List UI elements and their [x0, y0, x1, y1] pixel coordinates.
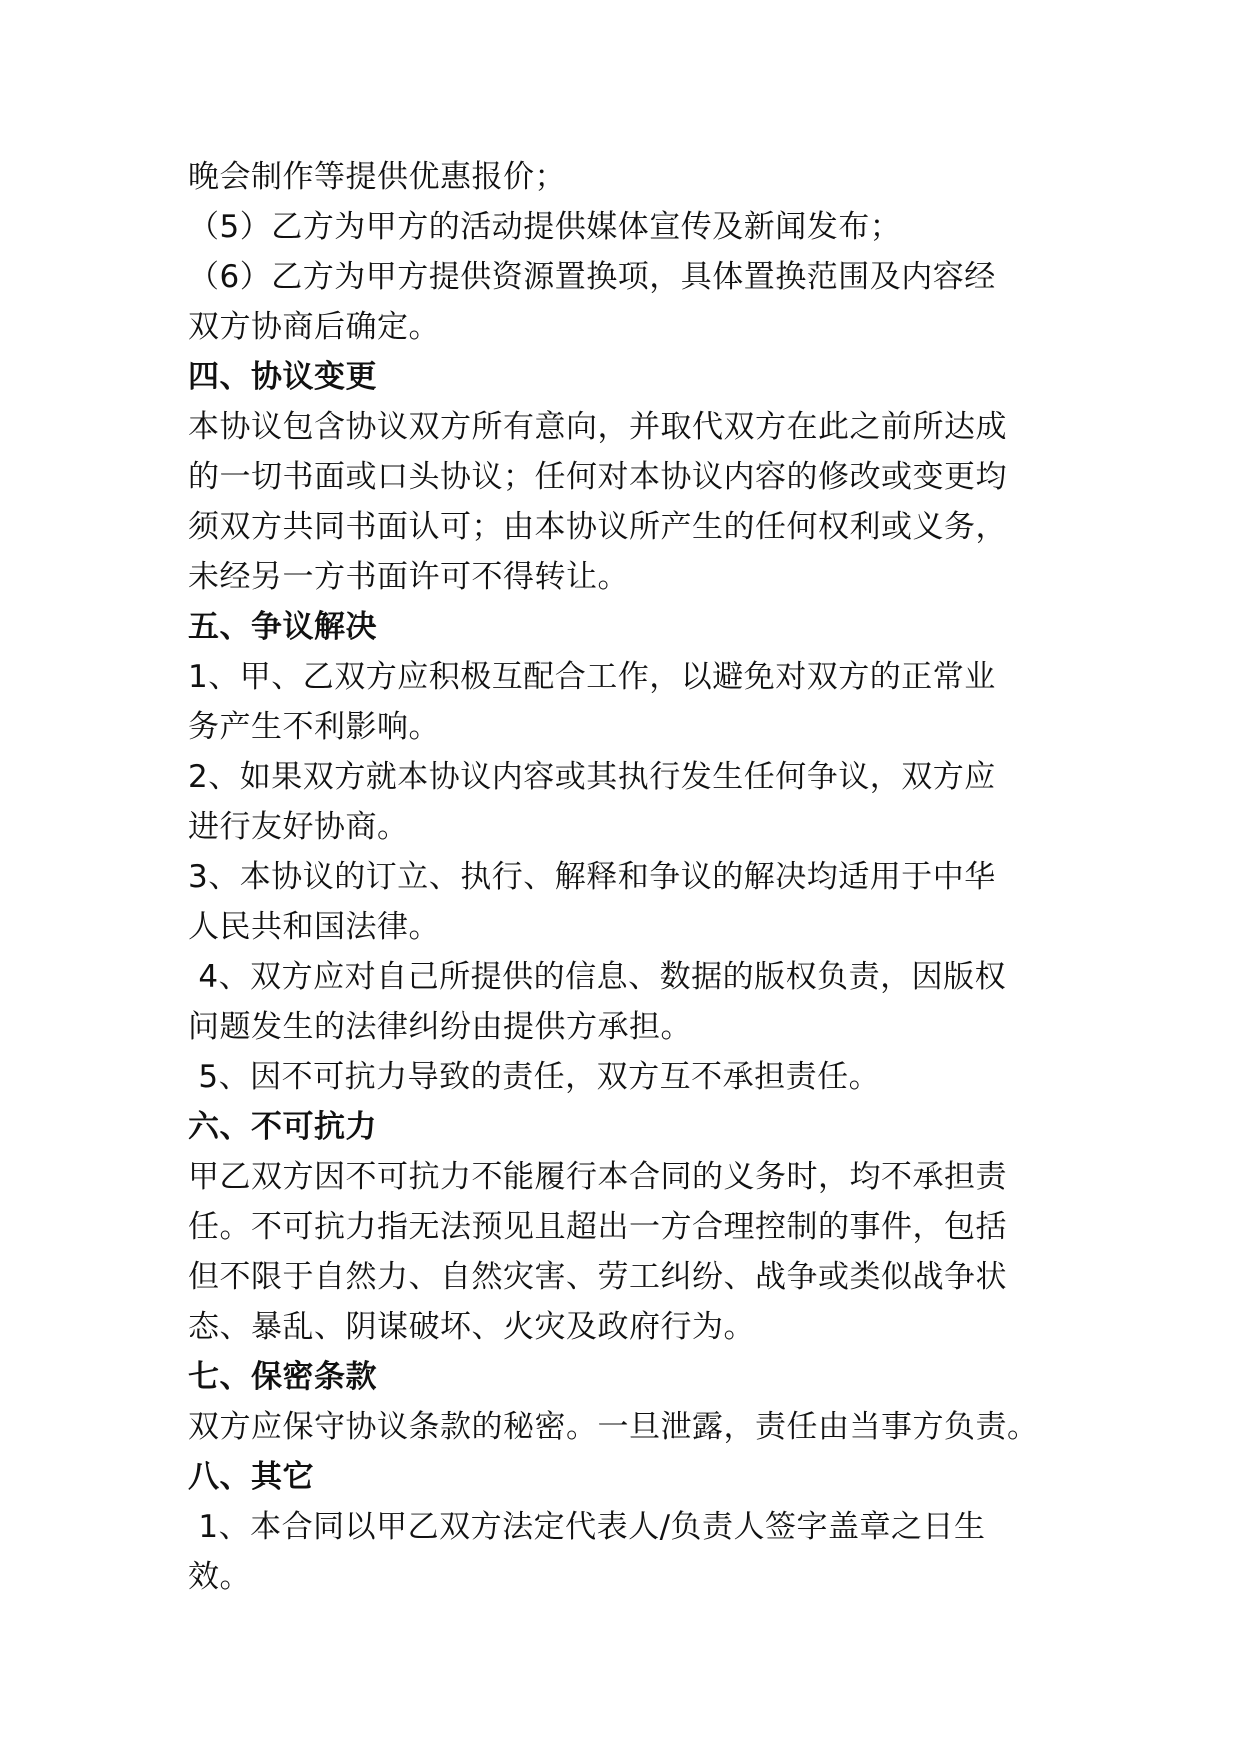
- text-line: 双方应保守协议条款的秘密。一旦泄露，责任由当事方负责。: [188, 1409, 1039, 1445]
- text-line: （6）乙方为甲方提供资源置换项，具体置换范围及内容经: [188, 259, 996, 295]
- text-line: 双方协商后确定。: [188, 309, 440, 345]
- text-line: 但不限于自然力、自然灾害、劳工纠纷、战争或类似战争状: [188, 1259, 1007, 1295]
- text-line: 效。: [188, 1559, 251, 1595]
- text-line: 3、本协议的订立、执行、解释和争议的解决均适用于中华: [188, 859, 996, 895]
- section-heading: 五、争议解决: [188, 609, 377, 645]
- text-line: 务产生不利影响。: [188, 709, 440, 745]
- document-body: [188, 152, 1068, 1602]
- section-heading: 六、不可抗力: [188, 1109, 377, 1145]
- text-line: 本协议包含协议双方所有意向，并取代双方在此之前所达成: [188, 409, 1007, 445]
- text-line: 晚会制作等提供优惠报价；: [188, 159, 566, 195]
- text-line: 4、双方应对自己所提供的信息、数据的版权负责，因版权: [188, 959, 1007, 995]
- section-heading: 四、协议变更: [188, 359, 377, 395]
- text-line: 须双方共同书面认可；由本协议所产生的任何权利或义务，: [188, 509, 1007, 545]
- text-line: 态、暴乱、阴谋破坏、火灾及政府行为。: [188, 1309, 755, 1345]
- text-line: 2、如果双方就本协议内容或其执行发生任何争议，双方应: [188, 759, 996, 795]
- text-line: 1、甲、乙双方应积极互配合工作，以避免对双方的正常业: [188, 659, 996, 695]
- text-line: 的一切书面或口头协议；任何对本协议内容的修改或变更均: [188, 459, 1007, 495]
- text-line: 问题发生的法律纠纷由提供方承担。: [188, 1009, 692, 1045]
- text-line: 人民共和国法律。: [188, 909, 440, 945]
- text-line: （5）乙方为甲方的活动提供媒体宣传及新闻发布；: [188, 209, 902, 245]
- text-line: 进行友好协商。: [188, 809, 409, 845]
- text-line: 未经另一方书面许可不得转让。: [188, 559, 629, 595]
- text-line: 任。不可抗力指无法预见且超出一方合理控制的事件，包括: [188, 1209, 1007, 1245]
- text-line: 5、因不可抗力导致的责任，双方互不承担责任。: [188, 1059, 881, 1095]
- text-line: 1、本合同以甲乙双方法定代表人/负责人签字盖章之日生: [188, 1509, 986, 1545]
- section-heading: 七、保密条款: [188, 1359, 377, 1395]
- text-line: 甲乙双方因不可抗力不能履行本合同的义务时，均不承担责: [188, 1159, 1007, 1195]
- section-heading: 八、其它: [188, 1459, 314, 1495]
